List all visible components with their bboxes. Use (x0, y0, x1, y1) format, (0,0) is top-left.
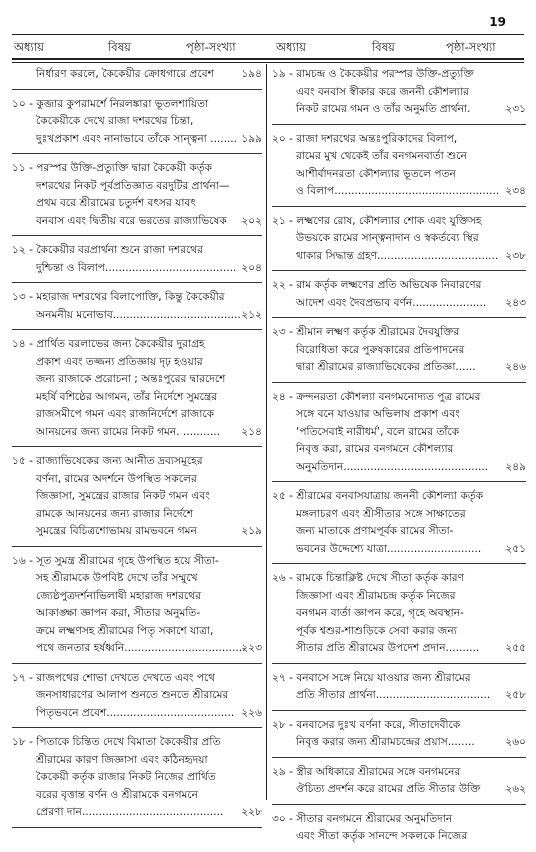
toc-entry-line (272, 459, 526, 477)
toc-line-text: দশরথের নিকট পূর্বপ্রতিজ্ঞাত বরদুটির প্রার্থনা— (36, 179, 230, 192)
toc-entry-line (12, 113, 262, 131)
column-divider (266, 64, 267, 800)
toc-entry (272, 66, 526, 125)
toc-entry-line (272, 359, 526, 377)
toc-line-text: ভবনের উদ্দেশ্যে যাত্রা............................ (296, 542, 482, 555)
toc-entry-line (12, 195, 262, 213)
toc-line-text: জন্য রাজাকে প্ররোচনা ; অন্তঃপুরের দ্বারদেশে (36, 373, 226, 385)
header-left-chapter: অধ্যায় (14, 40, 44, 54)
toc-line-text: নিবৃত্ত করা, রামের বনগমনে কৌশল্যার (296, 443, 454, 455)
left-column (12, 66, 262, 834)
toc-entry-line (12, 506, 262, 524)
toc-entry-line (12, 131, 262, 149)
toc-line-text: সঙ্গে বনে যাওয়ার অভিলাষ প্রকাশ এবং (296, 408, 460, 420)
toc-entry-line (272, 570, 526, 588)
toc-line-text: আদেশ এবং দৈবপ্রভাব বর্ণন...................... (296, 296, 487, 309)
toc-entry-line (272, 389, 526, 407)
toc-line-text: আশীর্বাদনরতা কৌশল্যার ভূতলে পতন (296, 167, 456, 180)
toc-entry-line (12, 471, 262, 489)
header-left-page: পৃষ্ঠা-সংখ্যা (186, 40, 236, 54)
toc-entry-line (12, 570, 262, 588)
toc-entry-line (272, 588, 526, 606)
toc-entry-line (12, 705, 262, 723)
toc-entry-line (272, 230, 526, 248)
toc-line-text: দুশ্চিন্তা ও বিলাপ....................................... (36, 261, 237, 274)
toc-entry-line (272, 84, 526, 102)
toc-entry-line (12, 553, 262, 571)
toc-line-text: জিজ্ঞাসা, সুমন্ত্রের রাজার নিকট গমন এবং (36, 490, 210, 502)
toc-line-text: ২৮ - বনবাসের দুঃখ বর্ণনা করে, সীতাদেবীকে (272, 718, 461, 731)
toc-line-text: রামকে আনয়নের জন্য রাজার নির্দেশে (36, 507, 194, 520)
page-number: 19 (489, 15, 506, 29)
toc-page-number: ২৩১ (505, 103, 526, 115)
toc-line-text: শ্রীরামের কারণ জিজ্ঞাসা এবং কঠিনহৃদয়া (36, 753, 208, 766)
toc-entry-line (272, 717, 526, 735)
toc-entry-line (12, 804, 262, 822)
toc-line-text: ক্রমে লক্ষ্মণসহ শ্রীরামের পিতৃ সকাশে যাত্রা, (36, 624, 214, 637)
toc-page-number: ২৫৮ (505, 689, 526, 701)
toc-entry-line (12, 588, 262, 606)
toc-page-number: ২০২ (241, 214, 262, 227)
toc-page-number: ২১৪ (241, 425, 262, 438)
toc-entry (12, 289, 262, 330)
toc-line-text: পিতৃভবনে প্রবেশ...................................... (36, 706, 235, 719)
toc-entry (272, 764, 526, 805)
toc-entry-line (12, 523, 262, 541)
toc-entry-line (12, 242, 262, 260)
toc-entry-line (272, 811, 526, 829)
toc-line-text: ১৪ - প্রার্থিত বরলাভের জন্য কৈকেয়ীর দুরাগ্রহ (12, 338, 205, 350)
toc-entry-line (272, 441, 526, 459)
toc-line-text: নিবৃত্ত করার জন্য শ্রীরামচন্দ্রের প্রয়াস........ (296, 736, 475, 748)
toc-line-text: মঙ্গলাচরণ এবং শ্রীসীতার সঙ্গে সাক্ষাতের (296, 507, 466, 520)
header-rule-thin (12, 62, 524, 63)
toc-page-number: ২১৯ (241, 525, 262, 537)
toc-line-text: বর্ণনা, রামের অদর্শনে উপস্থিত সকলের (36, 472, 197, 485)
toc-line-text: উভয়কে রামের সান্ত্বনাদান ও স্বকর্তব্যে স্থির (296, 232, 479, 244)
toc-entry-line (12, 769, 262, 787)
toc-entry-line (12, 289, 262, 307)
toc-line-text: ২৯ - স্ত্রীর অধিকারে শ্রীরামের সঙ্গে বনগমনের (272, 765, 461, 778)
header-rule (12, 58, 524, 60)
toc-entry (272, 324, 526, 383)
toc-entry (272, 277, 526, 318)
toc-line-text: প্রকাশ এবং তজ্জন্য প্রতিজ্ঞায় দৃঢ় হওয়ার (36, 355, 203, 368)
toc-entry-line (12, 734, 262, 752)
toc-line-text: এবং বনবাস স্বীকার করে জননী কৌশল্যার (296, 85, 469, 98)
toc-line-text: ২০ - রাজা দশরথের অন্তঃপুরিকাদের বিলাপ, (272, 132, 458, 145)
toc-line-text: প্রেরণা দান.......................................... (36, 806, 224, 818)
toc-line-text: ২৩ - শ্রীমান লক্ষ্মণ কর্তৃক শ্রীরামের দৈবযুক্তির (272, 326, 460, 338)
toc-line-text: জনসাধারণের আলাপ শুনতে শুনতে শ্রীরামের (36, 689, 229, 701)
toc-entry-line (272, 166, 526, 184)
toc-line-text: জিজ্ঞাসা এবং শ্রীরামচন্দ্র কর্তৃক নিজের (296, 589, 456, 602)
toc-entry-line (12, 605, 262, 623)
toc-page-number: ২৩৪ (505, 185, 526, 197)
toc-page-number: ২৫১ (505, 542, 526, 555)
toc-entry-line (12, 96, 262, 114)
toc-entry-line (12, 640, 262, 658)
toc-entry-line (272, 488, 526, 506)
toc-entry-line (12, 307, 262, 325)
toc-line-text: নিকট রামের গমন ও তাঁর অনুমতি প্রার্থনা. (296, 103, 471, 115)
toc-line-text: সীতার প্রতি শ্রীরামের উপদেশ প্রদান.......... (296, 642, 480, 654)
toc-line-text: ২৬ - রামকে চিন্তাক্লিষ্ট দেখে সীতা কর্তৃক কারণ (272, 572, 465, 584)
toc-line-text: ২৭ - বনবাসে সঙ্গে নিয়ে যাওয়ার জন্য শ্রীরামের (272, 671, 471, 684)
toc-entry-line (272, 623, 526, 641)
toc-line-text: ‘পতিসেবাই নারীধর্ম’, বলে রামের তাঁকে (296, 425, 460, 438)
toc-page-number: ২০৪ (241, 261, 262, 274)
toc-entry (12, 336, 262, 447)
toc-line-text: বনগমন বার্তা জ্ঞাপন করে, গৃহে অবস্থান- (296, 607, 464, 619)
toc-page-number: ১৯৪ (241, 68, 262, 80)
toc-entry-line (272, 640, 526, 658)
toc-page-number: ২২৬ (241, 706, 262, 719)
toc-entry-line (272, 523, 526, 541)
toc-entry-line (12, 670, 262, 688)
toc-entry-line (272, 734, 526, 752)
toc-line-text: জন্য মাতাকে প্রণামপূর্বক রামের সীতা- (296, 525, 454, 537)
toc-line-text: পথে জনতার হর্ষধ্বনি.................................... (36, 642, 246, 654)
toc-entry-line (12, 213, 262, 231)
toc-line-text: ১৯ - রামচন্দ্র ও কৈকেয়ীর পরস্পর উক্তি-প্রত্যুক্তি (272, 68, 474, 80)
toc-line-text: ১৫ - রাজ্যাভিষেকের জন্য আনীত দ্রব্যসমূহের (12, 455, 203, 467)
toc-entry-line (272, 828, 526, 846)
toc-line-text: ১০ - কুব্জার কুপরামর্শে নিরলঙ্কারা ভূতলশায়িতা (12, 97, 209, 110)
toc-entry-line (12, 354, 262, 372)
toc-line-text: এবং সীতা কর্তৃক সানন্দে সকলকে নিজের (296, 830, 468, 842)
toc-line-text: সুমন্ত্রের বিচিত্রশোভাময় রামভবনে গমন (36, 525, 197, 537)
header-right-subject: বিষয় (372, 40, 395, 54)
toc-line-text: ১৬ - সূত সুমন্ত্র শ্রীরামের গৃহে উপস্থিত হয়ে সীতা- (12, 554, 219, 567)
toc-line-text: আকাঙ্ক্ষা জ্ঞাপন করা, সীতার অনুমতি- (36, 607, 201, 619)
table-header (0, 34, 536, 58)
toc-line-text: ১১ - পরস্পর উক্তি-প্রত্যুক্তি দ্বারা কৈকেয়ী কর্তৃক (12, 162, 213, 174)
toc-line-text: রামের মুখ থেকেই তাঁর বনগমনবার্তা শুনে (296, 150, 467, 162)
toc-line-text: ২২ - রাম কর্তৃক লক্ষ্মণের প্রতি অভিষেক নিবারণের (272, 279, 482, 291)
toc-entry-line (12, 389, 262, 407)
toc-page-number: ২৪৬ (505, 361, 526, 373)
toc-entry-line (272, 424, 526, 442)
toc-entry-line (12, 336, 262, 354)
toc-entry (272, 389, 526, 483)
toc-entry-line (272, 148, 526, 166)
toc-entry (12, 160, 262, 236)
toc-entry-line (12, 178, 262, 196)
toc-line-text: দুঃখপ্রকাশ এবং নানাভাবে তাঁকে সান্ত্বনা ........ (36, 132, 238, 145)
toc-entry-line (272, 605, 526, 623)
toc-entry (272, 213, 526, 272)
toc-page-number: ২১২ (241, 308, 262, 321)
toc-line-text: ৩০ - সীতার বনগমনে শ্রীরামের অনুমতিদান (272, 812, 453, 825)
toc-line-text: বিরোধিতা করে পুরুষকারের প্রতিপাদনের (296, 343, 465, 356)
toc-page-number: ২২৩ (241, 642, 262, 654)
toc-line-text: প্রতি সীতার প্রার্থনা.................................. (296, 689, 491, 701)
toc-entry-line (12, 260, 262, 278)
toc-line-text: অনুমতিদান........................................... (296, 460, 489, 473)
toc-entry (272, 488, 526, 564)
toc-line-text: বনবাস এবং দ্বিতীয় বরে ভরতের রাজ্যাভিষেক (36, 214, 227, 227)
toc-entry-line (272, 183, 526, 201)
toc-entry-line (272, 248, 526, 266)
toc-entry-line (272, 687, 526, 705)
toc-line-text: অনমনীয় মনোভাব...................................... (36, 308, 241, 321)
toc-line-text: নির্ধারণ করলে, কৈকেয়ীর ক্রোধগারে প্রবেশ (36, 68, 214, 80)
toc-page-number: ২২৮ (241, 806, 262, 818)
right-column (272, 66, 526, 852)
toc-entry-line (272, 541, 526, 559)
toc-page-number: ১৯৯ (241, 132, 262, 145)
toc-entry-line (272, 781, 526, 799)
toc-entry-line (272, 764, 526, 782)
toc-line-text: ২১ - লক্ষ্মণের রোষ, কৌশল্যার শোক এবং যুক্তিসহ (272, 214, 482, 227)
toc-page-number: ২৬২ (505, 783, 526, 795)
toc-entry (12, 670, 262, 729)
toc-entry (272, 570, 526, 664)
toc-entry-line (272, 131, 526, 149)
toc-line-text: বরের বৃত্তান্ত বর্ণন ও শ্রীরামকে বনগমনে (36, 788, 199, 801)
toc-line-text: ১৮ - পিতাকে চিন্তিত দেখে বিমাতা কৈকেয়ীর প্রতি (12, 736, 221, 748)
toc-line-text: রাজসমীপে গমন এবং রাজনির্দেশে রাজাকে (36, 408, 215, 420)
toc-entry-line (272, 277, 526, 295)
toc-line-text: কৈকেয়ী কর্তৃক রাজার নিকট নিজের প্রার্থিত (36, 771, 216, 783)
toc-entry (12, 453, 262, 547)
toc-page-number: ২৬০ (505, 736, 526, 748)
toc-page-number: ২৪৯ (505, 460, 526, 473)
toc-line-text: ২৫ - শ্রীরামের বনবাসযাত্রায় জননী কৌশল্যা কর্তৃক (272, 490, 484, 502)
toc-page-number: ২৪৩ (505, 296, 526, 309)
toc-entry-line (12, 787, 262, 805)
toc-line-text: মহর্ষি বশিষ্ঠের আগমন, তাঁর নির্দেশে সুমন্ত্রের (36, 390, 218, 403)
toc-entry-line (12, 453, 262, 471)
toc-entry (12, 734, 262, 828)
toc-line-text: ১২ - কৈকেয়ীর বরপ্রার্থনা শুনে রাজা দশরথের (12, 244, 203, 256)
toc-entry-line (272, 213, 526, 231)
toc-entry-line (272, 670, 526, 688)
toc-entry (272, 717, 526, 758)
toc-entry-line (272, 295, 526, 313)
toc-entry (12, 96, 262, 155)
toc-line-text: প্রথম বরে শ্রীরামের চতুর্দশ বৎসর যাবৎ (36, 197, 196, 209)
toc-line-text: ও বিলাপ................................................. (296, 185, 500, 197)
toc-entry-line (12, 406, 262, 424)
toc-entry-line (272, 506, 526, 524)
toc-line-text: ২৪ - ক্রন্দনরতা কৌশল্যা বনগমনোদ্যত পুত্র রামের (272, 390, 481, 403)
toc-line-text: জ্যেষ্ঠপুত্রদর্শনাভিলাষী মহারাজ দশরথের (36, 589, 201, 602)
toc-line-text: সহ শ্রীরামকে উপবিষ্ট দেখে তাঁর সম্মুখে (36, 572, 198, 584)
toc-entry-line (272, 342, 526, 360)
toc-entry-line (12, 371, 262, 389)
toc-entry-line (272, 406, 526, 424)
toc-entry (12, 553, 262, 664)
toc-entry (12, 242, 262, 283)
toc-line-text: ১৭ - রাজপথের শোভা দেখতে দেখতে এবং পথে (12, 671, 216, 684)
toc-entry (272, 670, 526, 711)
toc-entry-line (12, 160, 262, 178)
toc-entry-line (272, 101, 526, 119)
toc-page-number: ২৩৮ (505, 249, 526, 262)
toc-entry-line (12, 752, 262, 770)
toc-entry (12, 66, 262, 90)
toc-line-text: থাকার সিদ্ধান্ত গ্রহণ.................................... (296, 249, 499, 262)
toc-entry (272, 811, 526, 846)
toc-entry-line (272, 66, 526, 84)
header-left-subject: বিষয় (108, 40, 131, 54)
toc-line-text: আনয়নের জন্য রামের নিকট গমন. ........... (36, 425, 221, 438)
toc-entry-line (12, 488, 262, 506)
toc-line-text: দ্বারা শ্রীরামের রাজ্যাভিষেকের প্রতিজ্ঞা...... (296, 361, 476, 373)
toc-line-text: ১৩ - মহারাজ দশরথের বিলাপোক্তি, কিন্তু কৈকেয়ীর (12, 291, 225, 303)
toc-page-number: ২৫৫ (505, 642, 526, 654)
header-right-page: পৃষ্ঠা-সংখ্যা (446, 40, 496, 54)
toc-entry-line (12, 623, 262, 641)
toc-entry (272, 131, 526, 207)
toc-entry-line (12, 66, 262, 84)
toc-line-text: পূর্বক শ্বশুর-শাশুড়িকে সেবা করার জন্য (296, 624, 457, 637)
toc-entry-line (272, 324, 526, 342)
header-right-chapter: অধ্যায় (276, 40, 306, 54)
toc-entry-line (12, 424, 262, 442)
toc-entry-line (12, 687, 262, 705)
toc-line-text: ঔচিত্য প্রদর্শন করে রামের প্রতি সীতার উক্তি (296, 783, 481, 795)
toc-line-text: কৈকেয়ীকে দেখে রাজা দশরথের চিন্তা, (36, 115, 194, 127)
